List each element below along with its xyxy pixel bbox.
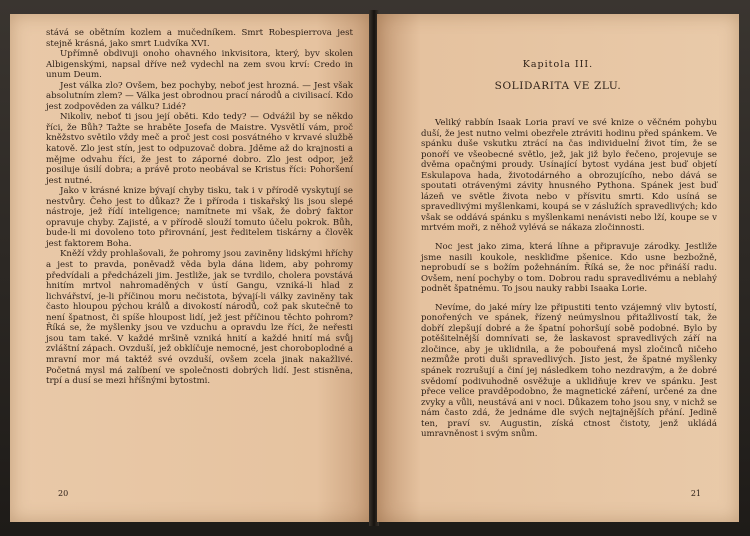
right-paragraph: Veliký rabbín Isaak Loria praví ve své knize o věčném pohybu duší, že jest nutno velmi obezřele ztráviti hodinu před spánkem. Ve spánku duše vskutku ztrácí na čas individuelní život tím, že se ponoří ve všeobecné světlo, jež, jak již bylo řečeno, projevuje se dvěma opačnými proudy. Usínající bytost vydána jest buď objetí Eskulapova hada, životodárného a obrozujícího, nebo dává se spoutati otrávenými závity hnusného Pythona. Spánek jest buď lázeň ve světle života nebo v přísvitu smrti. Kdo usíná se spravedlivými myšlenkami, koupá se v záslužích spravedlivých; kdo však se oddává spánku s myšlenkami nenávisti nebo lží, koupe se v mrtvém moři, z něhož vylévá se nákaza zločinnosti. <box>421 118 717 234</box>
left-paragraph: Kněží vždy prohlašovali, že pohromy jsou zaviněny lidskými hříchy a jest to pravda, poněvadž věda byla dána lidem, aby pohromy předvídali a předcházeli jim. Jestliže, jak se tvrdilo, cholera povstává hnitím mrtvol nahromaděných v ústí Gangu, vzniká-li hlad z lichvářství, je-li příčinou moru nečistota, bývají-li války zaviněny tak často hloupou pýchou králů a divokostí národů, což pak skutečně to není špatnost, či spíše hloupost lidí, jež jest příčinou těchto pohrom? Říká se, že myšlenky jsou ve vzduchu a opravdu lze říci, že neřesti jsou tam také. V každé mršině vzniká hnití a každé hnití má svůj zvláštní zápach. Ovzduší, jež obklíčuje nemocné, jest choroboplodné a mravní mor má taktéž své ovzduší, ovšem zcela jinak nakažlivé. Početná mysl má zalíbení ve společnosti dobrých lidí. Jest stisněna, trpí a dusí se mezi hříšnými bytostmi. <box>46 249 353 387</box>
left-page-text <box>46 28 353 387</box>
chapter-heading: Kapitola III. <box>522 59 594 70</box>
left-paragraph: Nikoliv, neboť ti jsou její oběti. Kdo tedy? — Odvážil by se někdo říci, že Bůh? Tažte se hraběte Josefa de Maistre. Vysvětlí vám, proč kněžstvo světilo vždy meč a proč jest cosi posvátného v krvavé službě katově. Zlo jest stín, jest to odpuzovač dobra. Jděme až do krajnosti a mějme odvahu říci, že jest to záporné dobro. Zlo jest odpor, jež posiluje úsilí dobra; a právě proto neobával se Kristus říci: Pohoršení jest nutné. <box>46 112 353 186</box>
left-page <box>10 14 371 522</box>
left-page-number: 20 <box>58 489 69 498</box>
right-page <box>377 14 739 522</box>
left-paragraph: Jest válka zlo? Ovšem, bez pochyby, neboť jest hrozná. — Jest však absolutním zlem? — Válka jest obrodnou prací národů a civilisací. Kdo jest zodpověden za válku? Lidé? <box>46 80 353 112</box>
left-paragraph: stává se obětním kozlem a mučedníkem. Smrt Robespierrova jest stejně krásná, jako smrt Ludvíka XVI. <box>46 28 353 49</box>
right-paragraph: Noc jest jako zima, která líhne a připravuje zárodky. Jestliže jsme nasili koukole, neskliďme pšenice. Kdo usne bezbožně, neprobudí se s božím požehnáním. Říká se, že noc přináší radu. Ovšem, není pochyby o tom. Dobrou radu spravedlivému a neblahý podnět špatnému. To jsou nauky rabbi Isaaka Lorie. <box>421 242 717 295</box>
right-paragraph: Nevíme, do jaké míry lze připustiti tento vzájemný vliv bytostí, ponořených ve spánek, řízený neúmyslnou přitažlivostí tak, že dobří zlepšují dobré a že špatní pohoršují sobě podobné. Bylo by potěšitelnější domnívati se, že laskavost spravedlivých září na zločince, aby je uklidnila, a že pobouřená mysl zločinců ničeho nezmůže proti duši spravedlivých. Jisto jest, že špatné myšlenky spánek rozrušují a činí jej následkem toho nezdravým, a že dobré svědomí podivuhodně osvěžuje a uklidňuje krev ve spánku. Jest přece velice pravděpodobno, že magnetické záření, určené za dne zvyky a vůli, neustává ani v noci. Důkazem toho jsou sny, v nichž se nám často zdá, že jednáme dle svých nejtajnějších přání. Jedině ten, praví sv. Augustin, získá ctnost čistoty, jenž ukládá umravněnost i svým snům. <box>421 302 717 440</box>
left-paragraph: Upřímně obdivuji onoho ohavného inkvisitora, který, byv skolen Albigenskými, napsal dříve než vydechl na zem svou krví: Credo in unum Deum. <box>46 49 353 81</box>
chapter-title: SOLIDARITA VE ZLU. <box>494 80 622 92</box>
right-page-number: 21 <box>690 489 701 498</box>
left-paragraph: Jako v krásné knize bývají chyby tisku, tak i v přírodě vyskytují se nestvůry. Čeho jest to důkaz? Že i příroda i tiskařský lis jsou slepé nástroje, jež řídí inteligence; namítnete mi však, že dobrý faktor opravuje chyby. Zajisté, a v přírodě slouží tomuto účelu pokrok. Bůh, bude-li mi dovoleno toto přirovnání, jest ředitelem tiskárny a člověk jest faktorem Boha. <box>46 186 353 249</box>
right-page-text <box>421 118 717 440</box>
